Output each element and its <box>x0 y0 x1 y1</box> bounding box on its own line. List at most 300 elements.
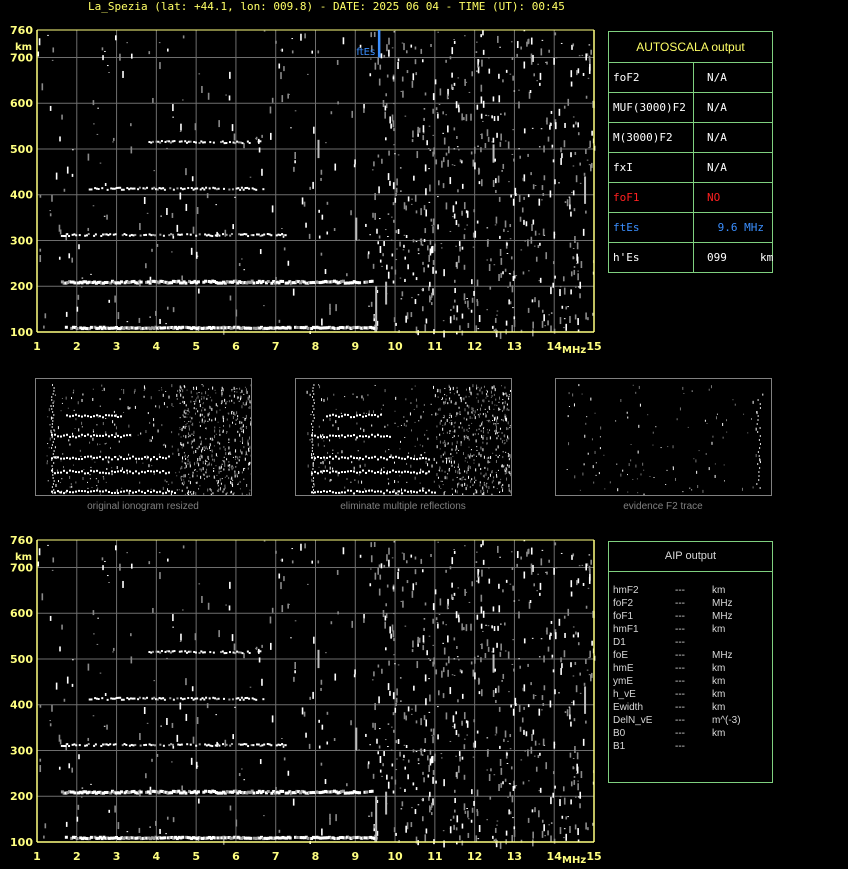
thumb-dot <box>693 458 694 459</box>
noise-dot <box>108 72 110 73</box>
trace-point <box>117 697 119 699</box>
noise-dot <box>437 32 439 33</box>
thumb-dot <box>440 488 441 489</box>
noise-dot <box>585 659 587 664</box>
noise-dot <box>317 560 319 563</box>
thumb-dot <box>711 442 712 445</box>
thumb-dot <box>480 408 481 411</box>
thumb-dot <box>172 446 173 448</box>
noise-dot <box>500 134 502 141</box>
thumb-trace <box>425 457 427 459</box>
noise-dot <box>334 674 336 681</box>
noise-dot <box>498 686 500 693</box>
thumb-trace <box>90 490 92 492</box>
noise-dot <box>68 253 70 258</box>
noise-dot <box>93 100 95 105</box>
thumb-dot <box>221 400 222 403</box>
noise-dot <box>565 816 567 819</box>
thumb-dot <box>240 396 241 398</box>
thumb-dot <box>112 473 113 475</box>
noise-dot <box>550 123 552 126</box>
x-tick-label: 2 <box>72 850 81 863</box>
noise-dot <box>485 143 487 148</box>
thumb-dot <box>440 390 441 393</box>
noise-dot <box>387 746 389 747</box>
noise-dot <box>431 735 433 736</box>
noise-dot <box>561 153 563 158</box>
noise-dot <box>39 255 41 262</box>
noise-dot <box>468 308 470 309</box>
thumb-dot <box>243 402 244 405</box>
noise-dot <box>518 148 520 149</box>
noise-dot <box>511 325 513 332</box>
trace-point <box>143 234 145 236</box>
noise-dot <box>290 637 292 638</box>
thumb-dot <box>180 403 181 404</box>
trace-point <box>204 651 206 653</box>
y-tick-label: 200 <box>10 280 33 294</box>
trace-point <box>64 235 66 237</box>
trace-point <box>223 698 225 700</box>
thumb-dot <box>383 467 384 468</box>
thumb-trace <box>153 456 155 458</box>
noise-dot <box>523 178 525 181</box>
thumb-dot <box>336 409 337 410</box>
noise-dot <box>423 118 425 121</box>
noise-dot <box>515 275 517 276</box>
thumb-dot <box>359 474 360 475</box>
noise-dot <box>131 564 133 569</box>
noise-dot <box>275 787 277 790</box>
thumb-dot <box>620 474 621 477</box>
noise-dot <box>523 781 525 784</box>
trace-point <box>245 743 247 745</box>
thumb-dot <box>206 461 207 462</box>
x-tick-label: 10 <box>387 340 403 353</box>
noise-dot <box>390 634 392 639</box>
thumb-dot <box>217 405 218 407</box>
noise-dot <box>590 674 592 681</box>
noise-dot <box>406 745 408 748</box>
noise-dot <box>589 569 591 574</box>
thumb-trace <box>60 472 62 474</box>
noise-dot <box>443 320 445 321</box>
noise-dot <box>173 307 175 312</box>
thumb-dot <box>486 396 487 397</box>
aip-param-unit: km <box>712 702 726 713</box>
noise-dot <box>407 264 409 269</box>
thumb-trace <box>138 472 140 474</box>
thumb-dot <box>201 396 202 397</box>
thumb-dot <box>189 428 190 431</box>
noise-dot <box>573 700 575 705</box>
thumb-edge <box>312 438 313 440</box>
trace-point <box>218 235 220 237</box>
noise-dot <box>576 685 578 692</box>
noise-dot <box>569 197 571 204</box>
thumb-dot <box>452 437 453 438</box>
thumb-dot <box>102 390 103 391</box>
noise-dot <box>177 225 179 232</box>
noise-dot <box>563 786 565 791</box>
noise-dot <box>539 790 541 791</box>
thumb-dot <box>488 401 489 402</box>
thumb-dot <box>364 441 365 443</box>
thumb-dot <box>62 453 63 454</box>
noise-dot <box>564 650 566 657</box>
noise-dot <box>517 551 519 558</box>
noise-dot <box>151 759 153 762</box>
thumb-dot <box>228 439 229 441</box>
noise-dot <box>577 242 579 249</box>
thumb-trace <box>138 490 140 492</box>
trace-point <box>204 233 206 235</box>
trace-point <box>181 836 184 839</box>
thumb-dot <box>229 452 230 455</box>
noise-dot <box>208 93 210 100</box>
trace-point <box>91 698 93 700</box>
trace-point <box>94 187 96 189</box>
aip-param-value: --- <box>675 676 685 687</box>
thumb-dot <box>760 403 761 405</box>
noise-dot <box>389 116 391 123</box>
thumb-dot <box>572 393 573 396</box>
trace-point <box>104 233 106 235</box>
thumb-dot <box>440 422 441 425</box>
thumb-dot <box>356 412 357 415</box>
thumb-dot <box>323 399 324 402</box>
thumb-dot <box>449 458 450 460</box>
thumb-dot <box>223 468 224 470</box>
trace-point <box>91 188 93 190</box>
noise-dot <box>139 828 141 833</box>
noise-dot <box>502 79 504 82</box>
thumb-dot <box>449 400 450 401</box>
noise-dot <box>539 656 541 657</box>
thumb-dot <box>251 402 252 404</box>
noise-dot <box>432 109 434 114</box>
thumb-trace <box>413 491 415 493</box>
thumb-dot <box>179 427 180 428</box>
thumb-trace <box>347 435 349 437</box>
noise-dot <box>102 565 104 570</box>
aip-param-value: --- <box>675 663 685 674</box>
noise-dot <box>466 808 468 809</box>
thumb-dot <box>123 391 124 394</box>
thumb-edge <box>52 384 53 386</box>
thumb-dot <box>220 410 221 411</box>
noise-dot <box>172 627 174 628</box>
thumb-dot <box>216 453 217 456</box>
thumb-dot <box>200 458 201 461</box>
thumb-dot <box>204 396 205 399</box>
thumb-dot <box>218 422 219 423</box>
noise-dot <box>474 657 476 664</box>
trace-point <box>199 142 201 144</box>
x-tick-label: 13 <box>506 850 523 863</box>
noise-dot <box>197 207 199 214</box>
thumb-dot <box>211 399 212 401</box>
noise-dot <box>250 687 252 688</box>
thumb-dot <box>202 403 203 404</box>
noise-dot <box>127 321 129 322</box>
noise-dot <box>551 658 553 659</box>
thumb-dot <box>243 417 244 418</box>
noise-dot <box>433 147 435 154</box>
noise-dot <box>498 176 500 183</box>
noise-dot <box>554 234 556 235</box>
thumb-dot <box>193 472 194 474</box>
noise-dot <box>437 622 439 623</box>
trace-point <box>247 141 249 143</box>
noise-dot <box>459 325 461 330</box>
trace-point <box>143 744 145 746</box>
noise-dot <box>416 751 418 752</box>
thumb-dot <box>242 493 243 496</box>
thumb-dot <box>458 482 459 484</box>
thumb-dot <box>637 478 638 479</box>
noise-dot <box>43 326 45 329</box>
thumb-dot <box>148 464 149 467</box>
thumb-dot <box>384 426 385 428</box>
noise-dot <box>561 43 563 44</box>
thumb-dot <box>466 435 467 438</box>
thumb-dot <box>96 478 97 479</box>
thumb-dot <box>47 443 48 444</box>
trace-point <box>211 235 213 237</box>
thumb-edge <box>312 429 313 431</box>
noise-dot <box>408 196 410 201</box>
noise-dot <box>108 300 110 303</box>
thumb-dot <box>567 469 568 470</box>
thumb-dot <box>198 463 199 466</box>
noise-dot <box>505 650 507 651</box>
noise-dot <box>585 149 587 154</box>
noise-dot <box>393 613 395 614</box>
thumb-dot <box>584 463 585 465</box>
trace-point <box>199 233 201 235</box>
thumb-trace <box>129 471 131 473</box>
thumb-dot <box>189 412 190 413</box>
thumb-trace <box>150 491 152 493</box>
thumb-dot <box>455 470 456 473</box>
noise-dot <box>118 312 120 319</box>
trace-point <box>193 189 195 191</box>
trace-point <box>94 697 96 699</box>
noise-dot <box>560 668 562 675</box>
thumb-dot <box>100 451 101 453</box>
thumb-dot <box>450 430 451 432</box>
noise-dot <box>114 296 116 303</box>
trace-point <box>241 142 243 144</box>
noise-dot <box>173 236 175 239</box>
noise-dot <box>474 147 476 154</box>
thumb-dot <box>214 445 215 446</box>
aip-param-unit: m^(-3) <box>712 715 741 726</box>
noise-dot <box>218 630 220 637</box>
thumb-dot <box>633 385 634 386</box>
thumb-dot <box>502 399 503 400</box>
thumb-trace <box>81 416 83 418</box>
noise-dot <box>520 727 522 732</box>
noise-dot <box>490 258 492 261</box>
aip-param-label: ymE <box>613 676 633 687</box>
noise-dot <box>473 743 475 748</box>
thumb-trace <box>341 434 343 436</box>
noise-dot <box>270 133 272 140</box>
thumb-dot <box>600 426 601 429</box>
aip-param-label: B1 <box>613 741 626 752</box>
thumb-dot <box>200 443 201 445</box>
noise-dot <box>47 545 49 546</box>
noise-dot <box>527 154 529 157</box>
noise-dot <box>398 58 400 61</box>
noise-dot <box>495 688 497 693</box>
noise-dot <box>351 621 353 628</box>
noise-dot <box>570 580 572 587</box>
trace-point <box>258 141 260 143</box>
trace-point <box>142 697 144 699</box>
thumb-dot <box>709 389 710 391</box>
noise-dot <box>569 707 571 714</box>
thumb-trace <box>96 435 98 437</box>
thumb-dot <box>495 399 496 401</box>
autoscala-param-value: 099 km <box>693 242 773 273</box>
thumb-dot <box>155 405 156 407</box>
autoscala-param-value: N/A <box>693 62 773 93</box>
thumb-dot <box>237 431 238 433</box>
noise-dot <box>405 626 407 627</box>
thumb-dot <box>226 458 227 460</box>
noise-dot <box>40 705 42 708</box>
thumb-dot <box>439 408 440 411</box>
thumb-dot <box>330 479 331 481</box>
noise-dot <box>447 160 449 167</box>
thumb-dot <box>463 452 464 455</box>
aip-param-value: --- <box>675 689 685 700</box>
trace-point <box>107 744 109 746</box>
noise-dot <box>391 778 393 779</box>
noise-dot <box>385 106 387 111</box>
thumb-dot <box>235 456 236 458</box>
thumb-trace <box>353 471 355 473</box>
thumb-dot <box>414 455 415 458</box>
noise-dot <box>418 758 420 761</box>
thumb-dot <box>204 446 205 448</box>
thumb-dot <box>468 412 469 415</box>
thumb-dot <box>506 415 507 416</box>
thumb-dot <box>474 459 475 461</box>
trace-point <box>107 189 109 191</box>
thumb-dot <box>427 438 428 440</box>
thumb-dot <box>187 410 188 411</box>
noise-dot <box>560 657 562 662</box>
noise-dot <box>387 236 389 237</box>
thumb-dot <box>443 442 444 444</box>
thumb-dot <box>498 408 499 411</box>
trace-point <box>258 743 260 745</box>
noise-dot <box>473 209 475 212</box>
thumb-dot <box>163 444 164 446</box>
thumb-dot <box>191 391 192 394</box>
noise-dot <box>372 723 374 728</box>
trace-point <box>238 233 240 235</box>
thumb-dot <box>461 443 462 446</box>
thumb-dot <box>582 473 583 476</box>
thumb-dot <box>629 463 630 466</box>
trace-point <box>116 697 118 699</box>
noise-dot <box>377 751 379 754</box>
thumb-dot <box>493 486 494 488</box>
noise-dot <box>533 184 535 189</box>
noise-dot <box>373 774 375 779</box>
y-tick-label: 600 <box>10 607 33 621</box>
trace-point <box>229 141 231 143</box>
noise-dot <box>430 759 432 766</box>
thumb-dot <box>167 407 168 408</box>
trace-point <box>173 650 175 652</box>
thumb-dot <box>311 479 312 482</box>
thumb-edge <box>313 408 314 410</box>
thumb-dot <box>248 407 249 408</box>
thumb-dot <box>183 484 184 485</box>
noise-dot <box>553 261 555 264</box>
trace-point <box>151 698 153 700</box>
trace-point <box>307 837 310 840</box>
noise-dot <box>577 122 579 127</box>
noise-dot <box>494 774 496 775</box>
noise-dot <box>264 541 266 542</box>
trace-point <box>243 699 245 701</box>
thumb-dot <box>240 449 241 452</box>
noise-dot <box>454 637 456 640</box>
noise-dot <box>574 776 576 777</box>
noise-dot <box>234 197 236 198</box>
aip-param-label: hmF2 <box>613 585 639 596</box>
noise-dot <box>579 163 581 166</box>
thumb-dot <box>181 479 182 481</box>
noise-dot <box>456 646 458 649</box>
thumb-dot <box>246 428 247 429</box>
noise-dot <box>377 58 379 65</box>
noise-dot <box>391 727 393 728</box>
x-tick-label: 12 <box>466 850 483 863</box>
noise-dot <box>405 205 407 210</box>
noise-dot <box>508 651 510 658</box>
noise-dot <box>499 47 501 48</box>
noise-dot <box>434 246 436 251</box>
trace-point <box>73 743 75 745</box>
thumb-dot <box>203 385 204 387</box>
trace-point <box>139 187 141 189</box>
trace-point <box>163 235 165 237</box>
trace-point <box>252 744 254 746</box>
thumb-edge <box>53 402 54 404</box>
thumb-edge <box>312 390 313 392</box>
thumb-edge <box>314 459 315 461</box>
noise-dot <box>477 575 479 578</box>
noise-dot <box>377 568 379 575</box>
noise-dot <box>481 643 483 648</box>
thumb-dot <box>453 431 454 432</box>
thumb-dot <box>452 442 453 445</box>
thumb-dot <box>149 439 150 442</box>
noise-dot <box>490 768 492 771</box>
trace-point <box>200 140 202 142</box>
noise-dot <box>196 762 198 769</box>
thumb-dot <box>491 397 492 398</box>
thumb-dot <box>62 398 63 399</box>
